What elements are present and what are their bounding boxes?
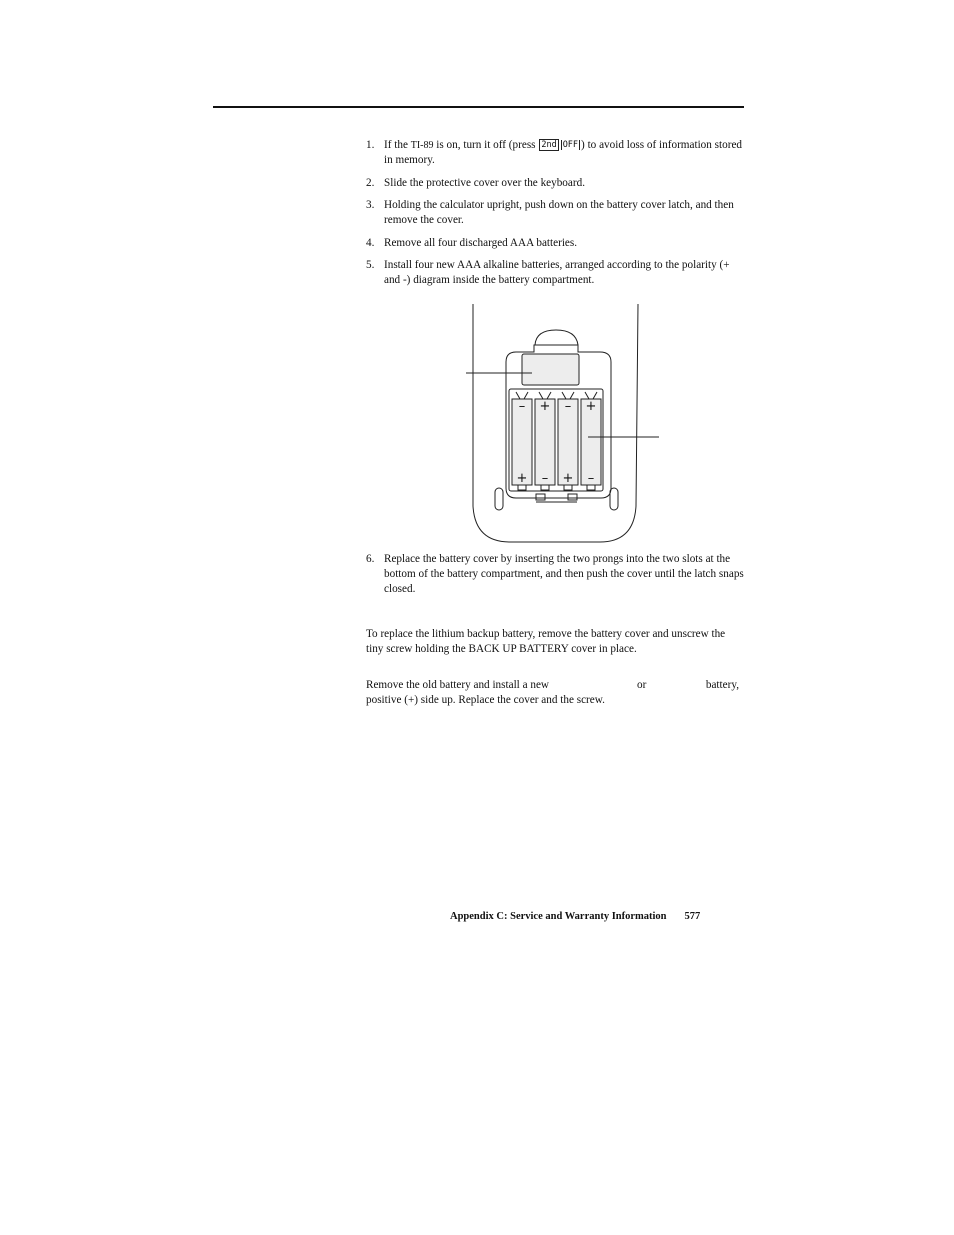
polarity-bottom-1: + bbox=[516, 471, 528, 486]
step-number: 2. bbox=[366, 177, 375, 189]
step-text: If the TI-89 is on, turn it off (press 2nd OFF ) to avoid loss of information stored in memory. bbox=[384, 139, 742, 166]
polarity-top-2: + bbox=[539, 399, 551, 414]
step-number: 5. bbox=[366, 259, 375, 271]
backup-battery-dome bbox=[535, 330, 578, 345]
step-number: 1. bbox=[366, 139, 375, 151]
header-rule bbox=[213, 106, 744, 108]
side-slot-left bbox=[495, 488, 503, 510]
step-number: 4. bbox=[366, 237, 375, 249]
step-text: Remove all four discharged AAA batteries. bbox=[384, 237, 578, 249]
step-text: Slide the protective cover over the keyboard. bbox=[384, 177, 585, 189]
polarity-bottom-2: – bbox=[541, 471, 549, 486]
prong-slot-right bbox=[568, 494, 577, 500]
polarity-bottom-3: + bbox=[562, 471, 574, 486]
key-off: OFF bbox=[562, 140, 579, 150]
lithium-paragraph-1: To replace the lithium backup battery, remove the battery cover and unscrew the tiny screw holding the BACK UP BATTERY cover in place. bbox=[366, 628, 726, 655]
polarity-top-3: – bbox=[564, 399, 572, 414]
footer-title: Appendix C: Service and Warranty Information bbox=[450, 911, 667, 922]
step-number: 6. bbox=[366, 553, 375, 565]
step-text: Holding the calculator upright, push down on the battery cover latch, and then remove the cover. bbox=[384, 199, 734, 226]
page-number: 577 bbox=[684, 911, 701, 922]
backup-battery-cover bbox=[522, 354, 579, 385]
polarity-top-1: – bbox=[518, 399, 526, 414]
side-slot-right bbox=[610, 488, 618, 510]
polarity-bottom-4: – bbox=[587, 471, 595, 486]
step-text: Install four new AAA alkaline batteries, arranged according to the polarity (+ and -) diagram inside the battery compartment. bbox=[384, 259, 730, 286]
prong-slot-left bbox=[536, 494, 545, 500]
step-number: 3. bbox=[366, 199, 375, 211]
lithium-paragraph-2: Remove the old battery and install a new or battery, positive (+) side up. Replace the cover and the screw. bbox=[366, 679, 739, 706]
battery-compartment-diagram bbox=[460, 300, 670, 546]
page-footer bbox=[450, 911, 700, 922]
model-name: TI-89 bbox=[410, 140, 434, 151]
key-2nd: 2nd bbox=[541, 140, 557, 150]
step-text: Replace the battery cover by inserting the two prongs into the two slots at the bottom of the battery compartment, and then push the cover until the latch snaps closed. bbox=[384, 553, 744, 595]
polarity-top-4: + bbox=[585, 399, 597, 414]
